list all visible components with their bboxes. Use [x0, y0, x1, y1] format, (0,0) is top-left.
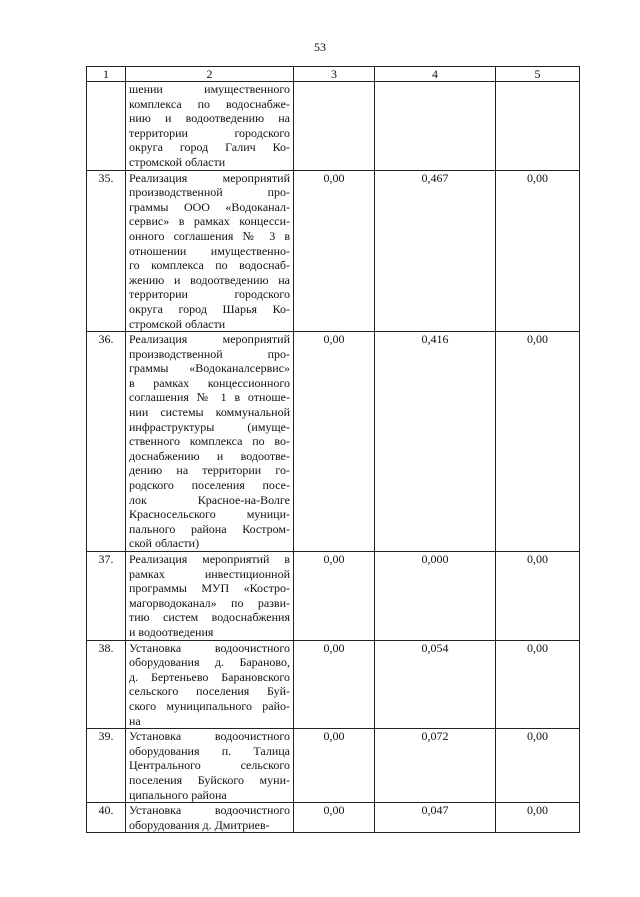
description-line: производственной про-	[129, 185, 290, 200]
data-table	[86, 66, 580, 833]
description-line: и водоотведения	[129, 624, 214, 639]
description-line: стромской области	[129, 316, 226, 331]
description-line: оборудования д. Дмитриев-	[129, 817, 270, 832]
value-col5	[496, 82, 580, 171]
value-col5: 0,00	[496, 552, 580, 641]
table-row	[87, 729, 580, 803]
description-line: дению на территории го-	[129, 463, 290, 478]
row-number: 37.	[87, 552, 126, 641]
column-header: 4	[375, 67, 496, 82]
value-col4: 0,054	[375, 640, 496, 729]
row-number: 38.	[87, 640, 126, 729]
description-line: Реализация мероприятий	[129, 170, 290, 185]
description-line: родского поселения посе-	[129, 478, 290, 493]
description-line: граммы ООО «Водоканал-	[129, 199, 290, 214]
row-description	[126, 640, 294, 729]
description-line: ской области)	[129, 536, 200, 551]
description-line: программы МУП «Костро-	[129, 581, 290, 596]
description-line: на	[129, 713, 141, 728]
column-header: 1	[87, 67, 126, 82]
value-col3: 0,00	[294, 640, 375, 729]
description-line: онного соглашения № 3 в	[129, 228, 290, 243]
value-col4	[375, 82, 496, 171]
value-col3	[294, 82, 375, 171]
description-line: округа город Шарья Ко-	[129, 301, 290, 316]
description-line: шении имущественного	[129, 82, 290, 96]
description-line: ского муниципального райо-	[129, 698, 290, 713]
table-row	[87, 332, 580, 552]
description-line: соглашения № 1 в отноше-	[129, 390, 290, 405]
value-col4: 0,047	[375, 803, 496, 833]
description-line: пального района Костром-	[129, 521, 290, 536]
description-line: Реализация мероприятий	[129, 332, 290, 347]
description-line: поселения Буйского муни-	[129, 772, 290, 787]
description-line: комплекса по водоснабже-	[129, 96, 290, 111]
row-number: 40.	[87, 803, 126, 833]
description-line: жению и водоотведению на	[129, 272, 290, 287]
value-col3: 0,00	[294, 803, 375, 833]
column-header: 2	[126, 67, 294, 82]
row-description	[126, 729, 294, 803]
description-line: сельского поселения Буй-	[129, 684, 290, 699]
description-line: лок Красное-на-Волге	[129, 492, 290, 507]
description-line: сервис» в рамках концесси-	[129, 214, 290, 229]
page-number: 53	[314, 40, 326, 54]
description-line: д. Бертеньево Барановского	[129, 669, 290, 684]
value-col3: 0,00	[294, 170, 375, 332]
value-col5: 0,00	[496, 640, 580, 729]
description-line: в рамках концессионного	[129, 375, 290, 390]
row-number	[87, 82, 126, 171]
description-line: граммы «Водоканалсервис»	[129, 361, 290, 376]
table-row	[87, 803, 580, 833]
description-line: отношении имущественно-	[129, 243, 290, 258]
description-line: ципального района	[129, 787, 227, 802]
row-description	[126, 170, 294, 332]
row-description	[126, 803, 294, 833]
row-description	[126, 332, 294, 552]
value-col3: 0,00	[294, 552, 375, 641]
column-header: 3	[294, 67, 375, 82]
row-number: 35.	[87, 170, 126, 332]
description-line: рамках инвестиционной	[129, 566, 290, 581]
description-line: Установка водоочистного	[129, 803, 290, 818]
value-col5: 0,00	[496, 170, 580, 332]
description-line: Красносельского муници-	[129, 507, 290, 522]
value-col4: 0,072	[375, 729, 496, 803]
row-number: 36.	[87, 332, 126, 552]
table-header-row	[87, 67, 580, 82]
description-line: территории городского	[129, 287, 290, 302]
value-col5: 0,00	[496, 803, 580, 833]
value-col3: 0,00	[294, 332, 375, 552]
description-line: доснабжению и водоотве-	[129, 448, 290, 463]
description-line: магорводоканал» по разви-	[129, 595, 290, 610]
description-line: оборудования д. Бараново,	[129, 655, 290, 670]
description-line: территории городского	[129, 125, 290, 140]
description-line: ственного комплекса по во-	[129, 434, 290, 449]
table-row	[87, 82, 580, 171]
description-line: инфраструктуры (имуще-	[129, 419, 290, 434]
value-col4: 0,000	[375, 552, 496, 641]
description-line: Установка водоочистного	[129, 729, 290, 744]
row-description	[126, 82, 294, 171]
table-row	[87, 640, 580, 729]
description-line: тию систем водоснабжения	[129, 610, 290, 625]
description-line: округа город Галич Ко-	[129, 140, 290, 155]
row-description	[126, 552, 294, 641]
value-col5: 0,00	[496, 729, 580, 803]
column-header: 5	[496, 67, 580, 82]
description-line: нии системы коммунальной	[129, 405, 290, 420]
row-number: 39.	[87, 729, 126, 803]
description-line: Установка водоочистного	[129, 640, 290, 655]
description-line: производственной про-	[129, 346, 290, 361]
description-line: Реализация мероприятий в	[129, 552, 290, 566]
description-line: стромской области	[129, 154, 226, 169]
table-row	[87, 170, 580, 332]
table-row	[87, 552, 580, 641]
description-line: го комплекса по водоснаб-	[129, 258, 290, 273]
value-col3: 0,00	[294, 729, 375, 803]
value-col4: 0,467	[375, 170, 496, 332]
description-line: нию и водоотведению на	[129, 111, 290, 126]
description-line: оборудования п. Талица	[129, 743, 290, 758]
value-col5: 0,00	[496, 332, 580, 552]
value-col4: 0,416	[375, 332, 496, 552]
description-line: Центрального сельского	[129, 758, 290, 773]
